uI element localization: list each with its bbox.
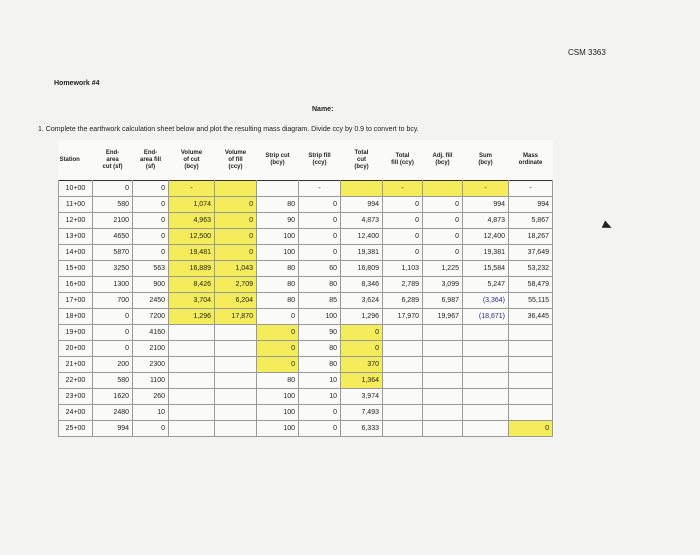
cell-total-fill[interactable] (383, 357, 423, 373)
cell-sum[interactable] (463, 405, 509, 421)
cell-strip-fill[interactable]: 0 (299, 405, 341, 421)
cell-vol-fill[interactable] (215, 389, 257, 405)
cell-cut-area[interactable]: 3250 (93, 261, 133, 277)
cell-station[interactable]: 12+00 (59, 213, 93, 229)
cell-fill-area[interactable]: 2450 (133, 293, 169, 309)
table-row (59, 277, 553, 293)
cell-adj-fill[interactable] (423, 421, 463, 437)
cell-station[interactable]: 10+00 (59, 181, 93, 197)
cell-total-fill[interactable]: 0 (383, 213, 423, 229)
cell-mass-ordinate[interactable] (509, 357, 553, 373)
cell-sum[interactable]: 4,873 (463, 213, 509, 229)
cell-adj-fill[interactable]: 1,225 (423, 261, 463, 277)
cell-mass-ordinate[interactable]: 37,649 (509, 245, 553, 261)
cell-cut-area[interactable]: 580 (93, 373, 133, 389)
cell-vol-cut[interactable]: 8,426 (169, 277, 215, 293)
cell-sum[interactable]: 5,247 (463, 277, 509, 293)
cell-adj-fill[interactable] (423, 325, 463, 341)
cell-strip-fill[interactable]: 60 (299, 261, 341, 277)
cell-sum[interactable]: 994 (463, 197, 509, 213)
cell-total-fill[interactable]: 0 (383, 245, 423, 261)
cell-mass-ordinate[interactable] (509, 405, 553, 421)
cell-strip-cut[interactable]: 0 (257, 309, 299, 325)
cell-mass-ordinate[interactable]: 18,267 (509, 229, 553, 245)
cell-cut-area[interactable]: 700 (93, 293, 133, 309)
cell-strip-fill[interactable]: 10 (299, 389, 341, 405)
cell-total-fill[interactable] (383, 341, 423, 357)
cell-strip-cut[interactable]: 0 (257, 357, 299, 373)
cell-strip-fill[interactable]: 80 (299, 341, 341, 357)
cell-cut-area[interactable]: 994 (93, 421, 133, 437)
cell-strip-fill[interactable]: 0 (299, 245, 341, 261)
cell-station[interactable]: 22+00 (59, 373, 93, 389)
cell-sum[interactable]: - (463, 181, 509, 197)
table-row (59, 389, 553, 405)
cell-total-fill[interactable]: 2,789 (383, 277, 423, 293)
homework-title: Homework #4 (54, 80, 100, 87)
cell-station[interactable]: 14+00 (59, 245, 93, 261)
cell-station[interactable]: 11+00 (59, 197, 93, 213)
cell-total-fill[interactable]: 17,970 (383, 309, 423, 325)
cell-vol-cut[interactable] (169, 389, 215, 405)
cell-adj-fill[interactable] (423, 405, 463, 421)
cell-fill-area[interactable]: 0 (133, 197, 169, 213)
cell-fill-area[interactable]: 0 (133, 229, 169, 245)
cell-station[interactable]: 24+00 (59, 405, 93, 421)
cell-vol-fill[interactable] (215, 181, 257, 197)
cell-vol-cut[interactable]: 1,074 (169, 197, 215, 213)
cell-station[interactable]: 25+00 (59, 421, 93, 437)
column-header-station: Station (59, 156, 80, 163)
cell-sum[interactable] (463, 389, 509, 405)
cell-vol-cut[interactable]: - (169, 181, 215, 197)
cell-strip-cut[interactable]: 100 (257, 229, 299, 245)
cell-strip-cut[interactable]: 80 (257, 293, 299, 309)
column-header-mass-ordinate: Mass ordinate (518, 153, 543, 166)
cell-cut-area[interactable]: 0 (93, 309, 133, 325)
cell-station[interactable]: 23+00 (59, 389, 93, 405)
cell-mass-ordinate[interactable]: 36,445 (509, 309, 553, 325)
cell-vol-cut[interactable] (169, 405, 215, 421)
cell-total-cut[interactable]: 994 (341, 197, 383, 213)
cell-sum[interactable] (463, 373, 509, 389)
cell-sum[interactable]: 12,400 (463, 229, 509, 245)
cell-adj-fill[interactable] (423, 373, 463, 389)
cell-cut-area[interactable]: 2480 (93, 405, 133, 421)
cell-total-cut[interactable]: 19,381 (341, 245, 383, 261)
column-header-strip-cut: Strip cut (bcy) (265, 153, 290, 166)
cell-mass-ordinate[interactable]: 5,867 (509, 213, 553, 229)
table-row (59, 325, 553, 341)
cell-vol-fill[interactable]: 17,870 (215, 309, 257, 325)
cell-sum[interactable]: (3,364) (463, 293, 509, 309)
cell-strip-fill[interactable]: - (299, 181, 341, 197)
cell-strip-cut[interactable]: 100 (257, 421, 299, 437)
cell-sum[interactable]: (18,671) (463, 309, 509, 325)
column-header-strip-fill: Strip fill (ccy) (308, 153, 331, 166)
cell-vol-cut[interactable]: 16,889 (169, 261, 215, 277)
cell-vol-cut[interactable] (169, 325, 215, 341)
cell-strip-fill[interactable]: 80 (299, 277, 341, 293)
cell-station[interactable]: 18+00 (59, 309, 93, 325)
cell-adj-fill[interactable]: 3,099 (423, 277, 463, 293)
column-header-vol-cut: Volume of cut (bcy) (180, 149, 203, 170)
cell-vol-fill[interactable]: 2,709 (215, 277, 257, 293)
cell-total-fill[interactable]: 6,289 (383, 293, 423, 309)
cell-total-fill[interactable] (383, 325, 423, 341)
cell-total-cut[interactable]: 4,873 (341, 213, 383, 229)
cell-station[interactable]: 17+00 (59, 293, 93, 309)
course-code: CSM 3363 (568, 48, 606, 57)
table-body (59, 181, 553, 437)
cell-fill-area[interactable]: 900 (133, 277, 169, 293)
cell-strip-fill[interactable]: 80 (299, 357, 341, 373)
cell-strip-fill[interactable]: 0 (299, 421, 341, 437)
cell-total-cut[interactable]: 1,364 (341, 373, 383, 389)
cell-sum[interactable] (463, 341, 509, 357)
cell-sum[interactable]: 19,381 (463, 245, 509, 261)
cell-strip-cut[interactable]: 0 (257, 325, 299, 341)
cell-cut-area[interactable]: 2100 (93, 213, 133, 229)
cell-mass-ordinate[interactable] (509, 373, 553, 389)
cell-total-fill[interactable] (383, 421, 423, 437)
cell-fill-area[interactable]: 4160 (133, 325, 169, 341)
cell-mass-ordinate[interactable] (509, 341, 553, 357)
cell-fill-area[interactable]: 0 (133, 421, 169, 437)
cell-strip-fill[interactable]: 0 (299, 229, 341, 245)
cell-strip-cut[interactable]: 80 (257, 197, 299, 213)
cell-cut-area[interactable]: 580 (93, 197, 133, 213)
cell-total-cut[interactable]: 0 (341, 325, 383, 341)
cell-mass-ordinate[interactable]: 58,479 (509, 277, 553, 293)
cell-adj-fill[interactable]: 0 (423, 245, 463, 261)
cell-fill-area[interactable]: 563 (133, 261, 169, 277)
cell-strip-cut[interactable]: 80 (257, 277, 299, 293)
cell-cut-area[interactable]: 200 (93, 357, 133, 373)
column-header-fill-area: End- area fill (sf) (139, 149, 161, 170)
cell-strip-fill[interactable]: 85 (299, 293, 341, 309)
cell-fill-area[interactable]: 2100 (133, 341, 169, 357)
cell-vol-fill[interactable]: 0 (215, 229, 257, 245)
table-row (59, 293, 553, 309)
cell-cut-area[interactable]: 1620 (93, 389, 133, 405)
table-row (59, 421, 553, 437)
cell-total-fill[interactable]: 0 (383, 229, 423, 245)
cell-total-fill[interactable]: 1,103 (383, 261, 423, 277)
cell-fill-area[interactable]: 0 (133, 245, 169, 261)
cell-fill-area[interactable]: 7200 (133, 309, 169, 325)
cell-vol-fill[interactable]: 6,204 (215, 293, 257, 309)
cell-sum[interactable] (463, 325, 509, 341)
cell-total-fill[interactable] (383, 405, 423, 421)
cell-total-fill[interactable] (383, 389, 423, 405)
cell-cut-area[interactable]: 0 (93, 341, 133, 357)
cell-strip-fill[interactable]: 10 (299, 373, 341, 389)
cell-mass-ordinate[interactable]: 55,115 (509, 293, 553, 309)
cell-total-cut[interactable]: 16,809 (341, 261, 383, 277)
cell-station[interactable]: 20+00 (59, 341, 93, 357)
cell-total-cut[interactable]: 370 (341, 357, 383, 373)
cell-strip-cut[interactable]: 100 (257, 405, 299, 421)
table-row (59, 373, 553, 389)
cell-strip-cut[interactable]: 80 (257, 261, 299, 277)
column-header-vol-fill: Volume of fill (ccy) (224, 149, 247, 170)
cell-vol-cut[interactable] (169, 341, 215, 357)
cell-mass-ordinate[interactable]: 994 (509, 197, 553, 213)
cell-vol-cut[interactable]: 19,481 (169, 245, 215, 261)
cell-mass-ordinate[interactable]: - (509, 181, 553, 197)
cell-station[interactable]: 21+00 (59, 357, 93, 373)
cell-strip-cut[interactable]: 100 (257, 389, 299, 405)
cell-adj-fill[interactable] (423, 389, 463, 405)
cell-vol-fill[interactable] (215, 405, 257, 421)
cell-cut-area[interactable]: 1300 (93, 277, 133, 293)
table-row (59, 309, 553, 325)
cell-strip-fill[interactable]: 100 (299, 309, 341, 325)
cell-cut-area[interactable]: 0 (93, 181, 133, 197)
cell-cut-area[interactable]: 0 (93, 325, 133, 341)
cell-total-cut[interactable]: 12,400 (341, 229, 383, 245)
instructions: 1. Complete the earthwork calculation sheet below and plot the resulting mass diagram. Divide ccy by 0.9 to convert to bcy. (38, 126, 419, 133)
cell-vol-cut[interactable] (169, 373, 215, 389)
column-header-cut-area: End- area cut (sf) (102, 149, 123, 170)
cell-adj-fill[interactable] (423, 341, 463, 357)
cell-total-fill[interactable]: - (383, 181, 423, 197)
cell-vol-cut[interactable]: 12,500 (169, 229, 215, 245)
earthwork-table (58, 140, 553, 437)
cell-mass-ordinate[interactable]: 53,232 (509, 261, 553, 277)
column-header-adj-fill: Adj. fill (bcy) (432, 153, 453, 166)
cell-total-cut[interactable]: 8,346 (341, 277, 383, 293)
cell-strip-cut[interactable]: 80 (257, 373, 299, 389)
cell-vol-fill[interactable] (215, 357, 257, 373)
cell-vol-cut[interactable] (169, 357, 215, 373)
cell-cut-area[interactable]: 5870 (93, 245, 133, 261)
cell-vol-cut[interactable] (169, 421, 215, 437)
cell-total-cut[interactable]: 6,333 (341, 421, 383, 437)
cell-vol-fill[interactable]: 1,043 (215, 261, 257, 277)
cell-strip-fill[interactable]: 0 (299, 197, 341, 213)
cell-vol-fill[interactable] (215, 421, 257, 437)
cell-fill-area[interactable]: 10 (133, 405, 169, 421)
cell-mass-ordinate[interactable]: 0 (509, 421, 553, 437)
table-row (59, 405, 553, 421)
name-label: Name: (312, 106, 334, 113)
table-row (59, 341, 553, 357)
table-row (59, 213, 553, 229)
cell-adj-fill[interactable] (423, 357, 463, 373)
cell-strip-fill[interactable]: 0 (299, 213, 341, 229)
cell-adj-fill[interactable]: 0 (423, 197, 463, 213)
cell-fill-area[interactable]: 260 (133, 389, 169, 405)
column-header-total-cut: Total cut (bcy) (354, 149, 369, 170)
cell-strip-cut[interactable] (257, 181, 299, 197)
table-row (59, 357, 553, 373)
cell-sum[interactable]: 15,584 (463, 261, 509, 277)
cell-total-cut[interactable]: 3,974 (341, 389, 383, 405)
cell-station[interactable]: 13+00 (59, 229, 93, 245)
cell-fill-area[interactable]: 0 (133, 213, 169, 229)
cursor-arrow-icon (602, 220, 614, 231)
cell-vol-cut[interactable]: 1,296 (169, 309, 215, 325)
cell-cut-area[interactable]: 4650 (93, 229, 133, 245)
cell-sum[interactable] (463, 357, 509, 373)
table-row (59, 229, 553, 245)
cell-vol-cut[interactable]: 3,704 (169, 293, 215, 309)
cell-strip-fill[interactable]: 90 (299, 325, 341, 341)
cell-total-cut[interactable]: 7,493 (341, 405, 383, 421)
table-row (59, 261, 553, 277)
table-row (59, 245, 553, 261)
cell-total-cut[interactable]: 3,624 (341, 293, 383, 309)
cell-station[interactable]: 15+00 (59, 261, 93, 277)
cell-station[interactable]: 16+00 (59, 277, 93, 293)
cell-strip-cut[interactable]: 90 (257, 213, 299, 229)
cell-strip-cut[interactable]: 0 (257, 341, 299, 357)
cell-strip-cut[interactable]: 100 (257, 245, 299, 261)
cell-total-cut[interactable]: 0 (341, 341, 383, 357)
cell-vol-fill[interactable] (215, 325, 257, 341)
cell-vol-fill[interactable] (215, 373, 257, 389)
cell-total-fill[interactable]: 0 (383, 197, 423, 213)
table-row (59, 181, 553, 197)
cell-vol-fill[interactable] (215, 341, 257, 357)
cell-vol-fill[interactable]: 0 (215, 245, 257, 261)
cell-fill-area[interactable]: 0 (133, 181, 169, 197)
cell-fill-area[interactable]: 2300 (133, 357, 169, 373)
cell-adj-fill[interactable]: 6,987 (423, 293, 463, 309)
cell-sum[interactable] (463, 421, 509, 437)
column-header-total-fill: Total fill (ccy) (391, 153, 414, 166)
cell-mass-ordinate[interactable] (509, 325, 553, 341)
cell-station[interactable]: 19+00 (59, 325, 93, 341)
cell-total-cut[interactable]: 1,296 (341, 309, 383, 325)
table-row (59, 197, 553, 213)
cell-fill-area[interactable]: 1100 (133, 373, 169, 389)
cell-mass-ordinate[interactable] (509, 389, 553, 405)
header-row (59, 140, 553, 181)
cell-vol-fill[interactable]: 0 (215, 197, 257, 213)
cell-vol-cut[interactable]: 4,963 (169, 213, 215, 229)
cell-vol-fill[interactable]: 0 (215, 213, 257, 229)
cell-total-cut[interactable] (341, 181, 383, 197)
cell-adj-fill[interactable]: 0 (423, 229, 463, 245)
cell-adj-fill[interactable] (423, 181, 463, 197)
cell-adj-fill[interactable]: 0 (423, 213, 463, 229)
cell-total-fill[interactable] (383, 373, 423, 389)
cell-adj-fill[interactable]: 19,967 (423, 309, 463, 325)
column-header-sum: Sum (bcy) (478, 153, 493, 166)
